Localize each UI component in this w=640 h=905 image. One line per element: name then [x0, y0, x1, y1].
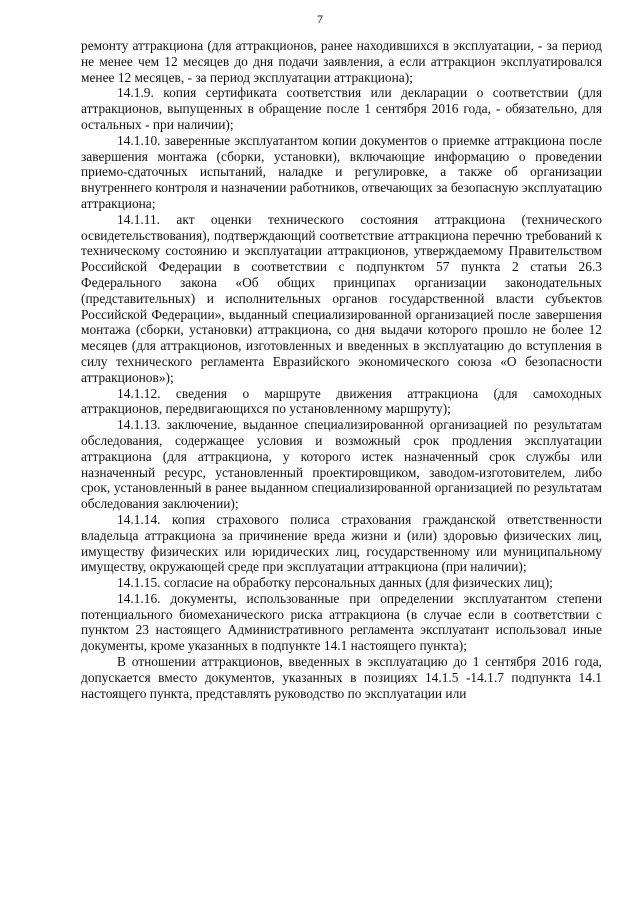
paragraph: 14.1.13. заключение, выданное специализированной организацией по результатам обследования, содержащее условия и возможный срок продления эксплуатации аттракциона (для аттракциона, у которого истек назначенный срок службы или назначенный ресурс, установленный проектировщиком, заводом-изготовителем, либо срок, установленный в ранее выданном специализированной организацией по результатам обследования заключении); [81, 417, 602, 512]
paragraph: В отношении аттракционов, введенных в эксплуатацию до 1 сентября 2016 года, допускается вместо документов, указанных в позициях 14.1.5 -14.1.7 подпункта 14.1 настоящего пункта, представлять руководство по эксплуатации или [81, 654, 602, 701]
document-body [81, 38, 602, 701]
paragraph: 14.1.10. заверенные эксплуатантом копии документов о приемке аттракциона после завершения монтажа (сборки, установки), включающие информацию о проведении приемо-сдаточных испытаний, наладке и регулировке, а также об организации внутреннего контроля и назначении работников, отвечающих за безопасную эксплуатацию аттракциона; [81, 132, 602, 211]
paragraph: 14.1.16. документы, использованные при определении эксплуатантом степени потенциального биомеханического риска аттракциона (в случае если в соответствии с пунктом 23 настоящего Административного регламента эксплуатант использовал иные документы, кроме указанных в подпункте 14.1 настоящего пункта); [81, 590, 602, 654]
paragraph: 14.1.15. согласие на обработку персональных данных (для физических лиц); [117, 575, 553, 591]
paragraph: 14.1.14. копия страхового полиса страхования гражданской ответственности владельца аттракциона за причинение вреда жизни и (или) здоровью физических лиц, имуществу физических или юридических лиц, государственному или муниципальному имуществу, окружающей среде при эксплуатации аттракциона (при наличии); [81, 511, 602, 575]
paragraph: ремонту аттракциона (для аттракционов, ранее находившихся в эксплуатации, - за период не менее чем 12 месяцев до дня подачи заявления, а если аттракцион эксплуатировался менее 12 месяцев, - за период эксплуатации аттракциона); [81, 38, 602, 85]
paragraph: 14.1.12. сведения о маршруте движения аттракциона (для самоходных аттракционов, передвигающихся по установленному маршруту); [81, 385, 602, 417]
paragraph: 14.1.11. акт оценки технического состояния аттракциона (технического освидетельствования), подтверждающий соответствие аттракциона перечню требований к техническому состоянию и эксплуатации аттракционов, утверждаемому Правительством Российской Федерации в соответствии с подпунктом 57 пункта 2 статьи 26.3 Федерального закона «Об общих принципах организации законодательных (представительных) и исполнительных органов государственной власти субъектов Российской Федерации», выданный специализированной организацией после завершения монтажа (сборки, установки) аттракциона, со дня выдачи которого прошло не более 12 месяцев (для аттракционов, изготовленных и введенных в эксплуатацию до вступления в силу технического регламента Евразийского экономического союза «О безопасности аттракционов»); [81, 211, 602, 385]
paragraph: 14.1.9. копия сертификата соответствия или декларации о соответствии (для аттракционов, выпущенных в обращение после 1 сентября 2016 года, - обязательно, для остальных - при наличии); [81, 85, 602, 132]
page-number: 7 [317, 12, 323, 26]
